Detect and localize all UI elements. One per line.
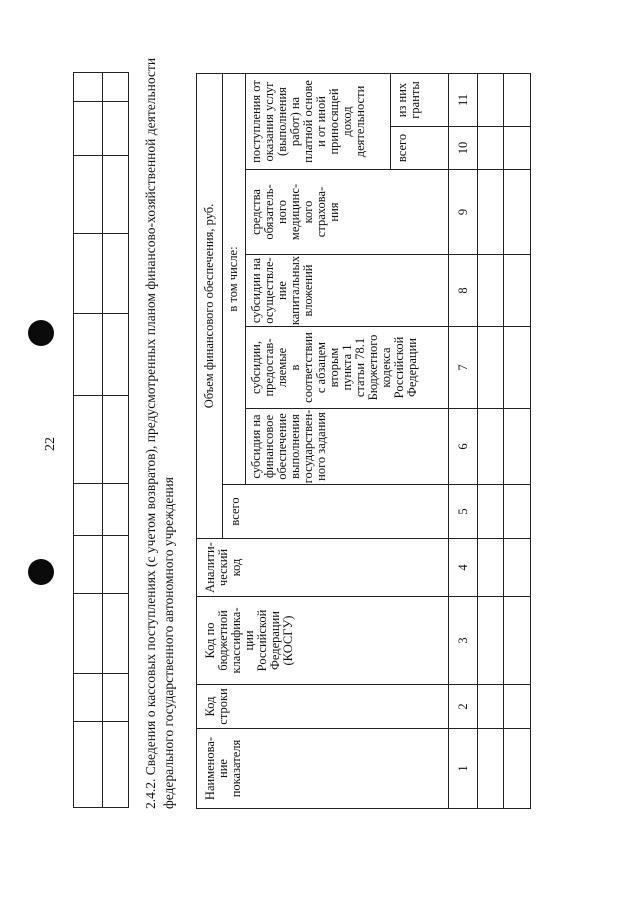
header-budget-code: Код по бюджетной классифика- ции Российской Федерации (КОСГУ)	[203, 607, 295, 674]
page-number: 22	[43, 437, 58, 451]
column-number-3: 3	[455, 637, 470, 644]
column-number-2: 2	[455, 703, 470, 710]
header-subsidy-capital: субсидии на осуществле- ние капитальных вложений	[249, 255, 315, 326]
column-number-8: 8	[455, 287, 470, 294]
header-row-code: Код строки	[203, 688, 230, 725]
header-paid-total: всего	[395, 133, 409, 163]
header-financing-volume: Объем финансового обеспечения, руб.	[201, 203, 216, 409]
header-name: Наименова- ние показателя	[203, 736, 243, 801]
header-in-that-number: в том числе:	[226, 246, 240, 312]
column-number-6: 6	[455, 443, 470, 450]
column-number-11: 11	[455, 93, 470, 107]
header-subsidy-state-task: субсидия на финансовое обеспечение выполнения государствен- ного задания	[249, 409, 328, 484]
header-paid-services: поступления от оказания услуг (выполнения работ) на платной основе и от иной приносящей доход деятельности	[249, 80, 367, 163]
header-paid-grants: из них гранты	[395, 81, 422, 119]
column-number-5: 5	[455, 508, 470, 515]
caption-line-2: федерального государственного автономного учреждения	[161, 477, 176, 809]
header-oms-funds: средства обязатель- ного медицинс- кого страхова- ния	[249, 183, 341, 241]
caption-line-1: 2.4.2. Сведения о кассовых поступлениях (с учетом возвратов), предусмотренных планом финансово-хозяйственной деятельности	[143, 57, 158, 809]
column-number-4: 4	[455, 564, 470, 571]
header-total: всего	[228, 497, 242, 526]
column-number-10: 10	[455, 141, 470, 155]
header-subsidy-78-1: субсидии, предостав- ляемые в соответствии с абзацем вторым пункта 1 статьи 78.1 Бюджетного кодекса Российской Федерации	[249, 332, 419, 403]
column-number-9: 9	[455, 208, 470, 216]
column-number-7: 7	[455, 364, 470, 371]
column-number-1: 1	[455, 765, 470, 772]
header-analytic-code: Аналити- ческий код	[203, 542, 243, 593]
